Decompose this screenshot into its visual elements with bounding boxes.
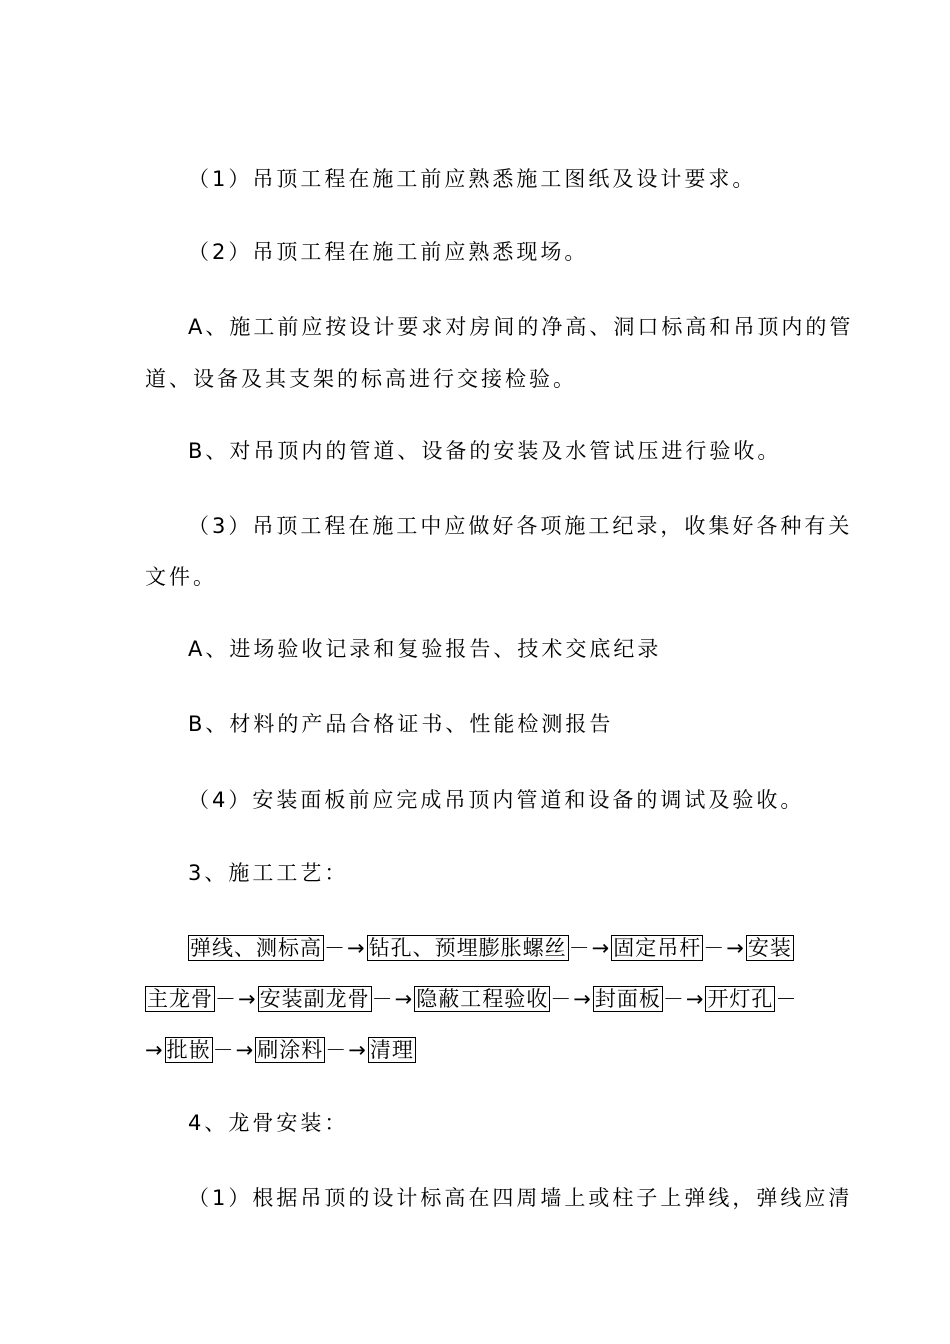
- flow-arrow: －→: [324, 936, 367, 960]
- paragraph-4: B、对吊顶内的管道、设备的安装及水管试压进行验收。: [188, 439, 782, 463]
- flow-arrow: －→: [212, 1038, 256, 1062]
- flow-lead-arrow: →: [145, 1038, 165, 1062]
- section-heading-3: 3、施工工艺：: [188, 861, 349, 885]
- flow-step-6: 隐蔽工程验收: [416, 987, 549, 1011]
- paragraph-1: （1）吊顶工程在施工前应熟悉施工图纸及设计要求。: [188, 167, 757, 191]
- flow-arrow: －→: [550, 987, 593, 1011]
- flow-step-10: 刷涂料: [257, 1038, 324, 1062]
- flow-arrow: －→: [568, 936, 612, 960]
- flow-step-7: 封面板: [594, 987, 661, 1011]
- process-flow-line-2: [145, 984, 810, 1014]
- paragraph-8: （4）安装面板前应完成吊顶内管道和设备的调试及验收。: [188, 788, 805, 812]
- paragraph-5-line-1: （3）吊顶工程在施工中应做好各项施工纪录，收集好各种有关: [188, 514, 853, 538]
- paragraph-7: B、材料的产品合格证书、性能检测报告: [188, 712, 614, 736]
- paragraph-2: （2）吊顶工程在施工前应熟悉现场。: [188, 240, 589, 264]
- flow-step-8: 开灯孔: [707, 987, 774, 1011]
- paragraph-3-line-2: 道、设备及其支架的标高进行交接检验。: [145, 367, 577, 391]
- flow-step-9: 批嵌: [166, 1038, 211, 1062]
- flow-arrow: －→: [703, 936, 746, 960]
- flow-arrow: －→: [662, 987, 706, 1011]
- paragraph-6: A、进场验收记录和复验报告、技术交底纪录: [188, 637, 662, 661]
- section-heading-4: 4、龙骨安装：: [188, 1111, 349, 1135]
- paragraph-5-line-2: 文件。: [145, 565, 217, 589]
- flow-step-4-part-2: 主龙骨: [147, 987, 213, 1011]
- flow-arrow: －→: [325, 1038, 368, 1062]
- flow-step-4-part-1: 安装: [747, 936, 792, 960]
- flow-step-5: 安装副龙骨: [259, 987, 370, 1011]
- process-flow-line-1: [188, 933, 853, 963]
- flow-step-11: 清理: [369, 1038, 414, 1062]
- flow-trailing-dash: －: [775, 987, 799, 1011]
- flow-step-3: 固定吊杆: [613, 936, 702, 960]
- process-flow-line-3: [145, 1035, 810, 1065]
- flow-step-1: 弹线、测标高: [190, 936, 322, 960]
- paragraph-11: （1）根据吊顶的设计标高在四周墙上或柱子上弹线，弹线应清: [188, 1186, 853, 1210]
- flow-arrow: －→: [215, 987, 258, 1011]
- flow-step-2: 钻孔、预埋膨胀螺丝: [368, 936, 567, 960]
- flow-arrow: －→: [371, 987, 415, 1011]
- paragraph-3-line-1: A、施工前应按设计要求对房间的净高、洞口标高和吊顶内的管: [188, 315, 854, 339]
